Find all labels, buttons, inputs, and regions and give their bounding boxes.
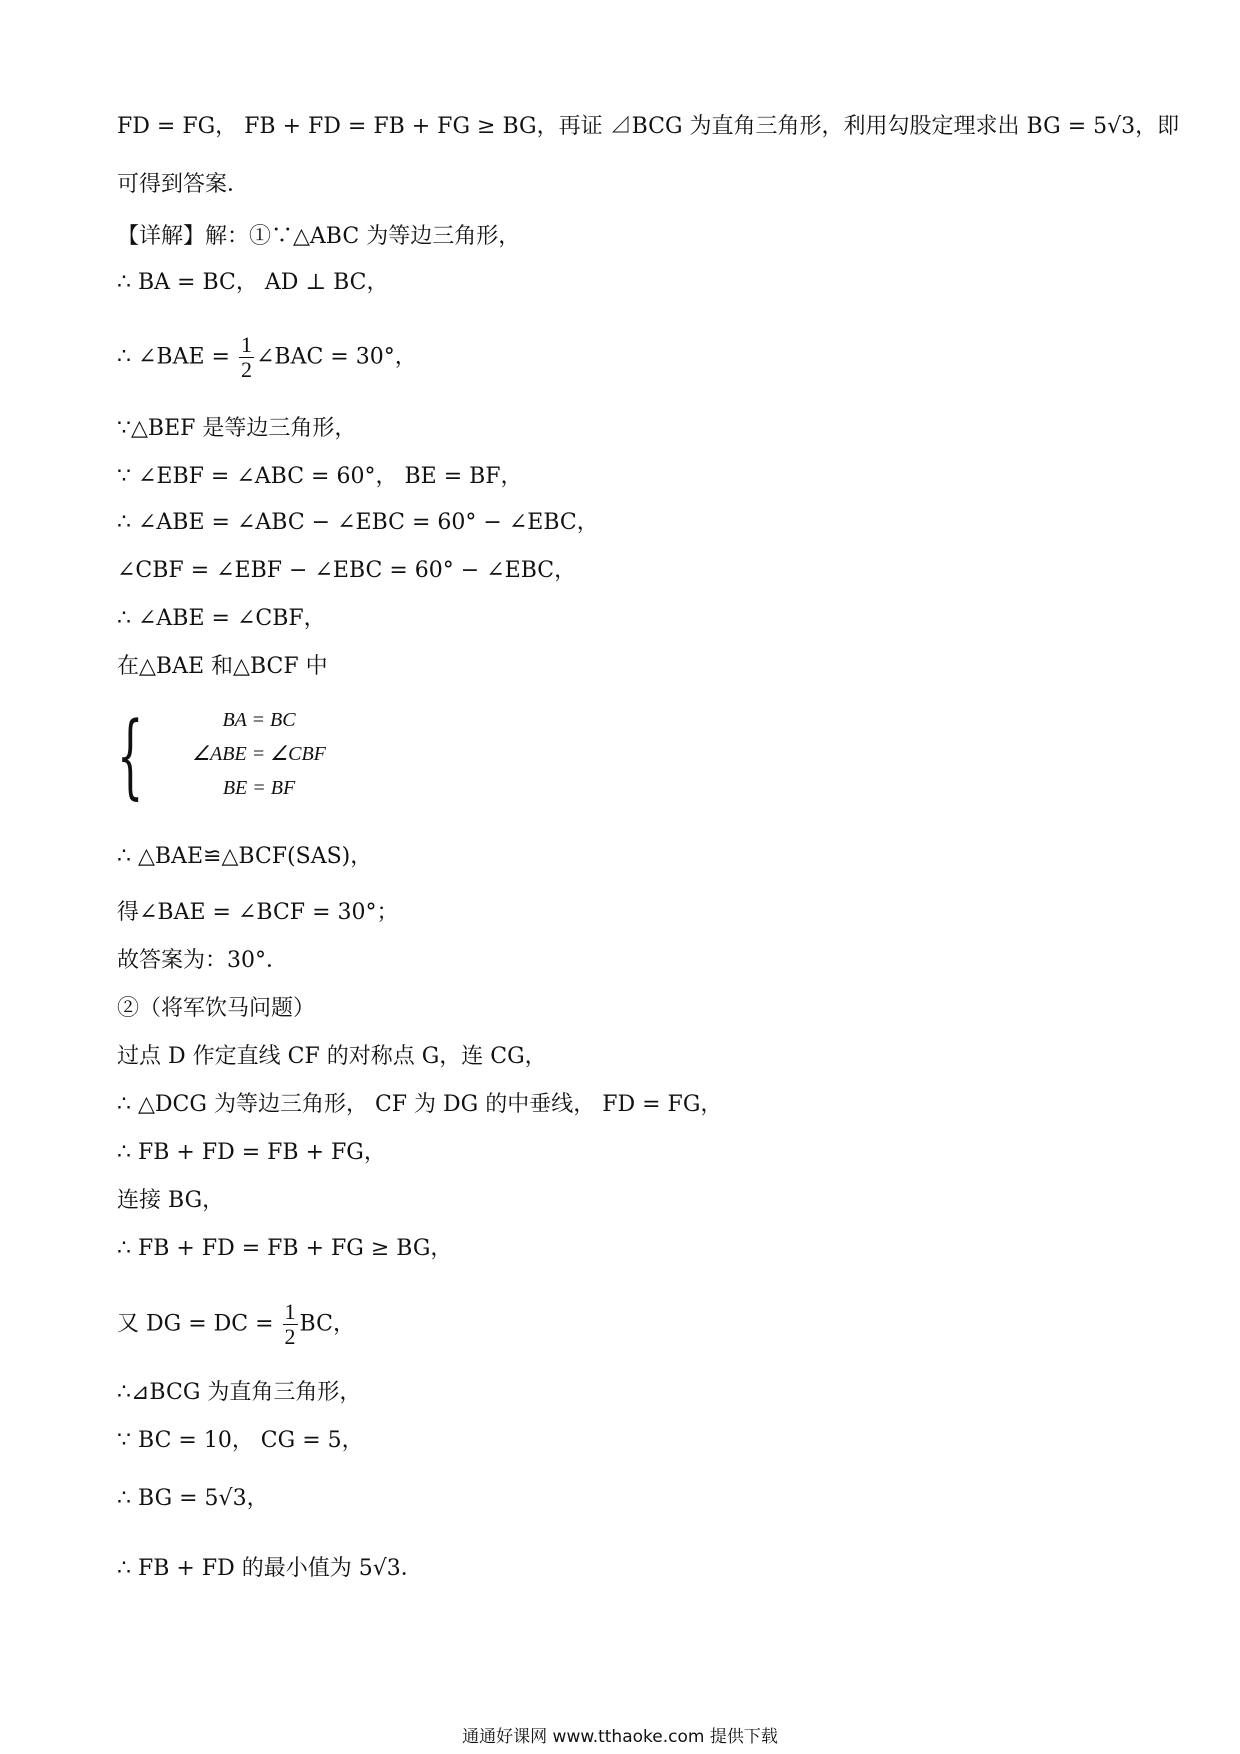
text-line: ∴ FB + FD = FB + FG， [117,1140,386,1165]
text-line: FD = FG， FB + FD = FB + FG ≥ BG，再证 ⊿BCG 为直角三角形，利用勾股定理求出 BG = 5√3，即 [117,114,1180,139]
frac-line-1-suffix: ∠BAC = 30°， [255,344,417,370]
text-line: ∴⊿BCG 为直角三角形， [117,1380,362,1405]
system-row-2: ∠ABE = ∠CBF [192,743,326,765]
text-line: ∴ △BAE≌△BCF(SAS)， [117,844,373,869]
page-footer: 通通好课网 www.tthaoke.com 提供下载 [462,1727,778,1747]
frac-line-2-prefix: 又 DG = DC = [117,1311,281,1337]
text-line: 过点 D 作定直线 CF 的对称点 G，连 CG， [117,1044,547,1069]
text-line: ②（将军饮马问题） [117,996,316,1021]
text-line: ∴ ∠ABE = ∠CBF， [117,606,326,631]
text-line: 故答案为：30°． [117,948,288,973]
text-line: ∴ BA = BC， AD ⊥ BC， [117,270,389,295]
fraction-line-bae [117,333,417,382]
text-line: ∵ ∠EBF = ∠ABC = 60°， BE = BF， [117,464,523,489]
left-brace: { [117,702,144,809]
frac-line-1-prefix: ∴ ∠BAE = [117,344,237,370]
text-line: 得∠BAE = ∠BCF = 30°； [117,900,399,925]
text-line: 连接 BG， [117,1188,225,1213]
text-line: ∴ ∠ABE = ∠ABC − ∠EBC = 60° − ∠EBC， [117,510,599,535]
fraction-line-dg [117,1300,355,1349]
fraction-one-half-2: $\frac{1}{2}$ [284,1299,296,1349]
text-line: ∵△BEF 是等边三角形， [117,416,357,441]
text-line: ∴ FB + FD 的最小值为 5√3． [117,1556,423,1581]
frac-line-2-suffix: BC， [299,1311,355,1337]
text-line: ∴ △DCG 为等边三角形， CF 为 DG 的中垂线， FD = FG， [117,1092,723,1117]
text-line: 可得到答案． [117,172,250,197]
system-row-1: BA = BC [222,709,296,731]
text-line: 【详解】解：①∵△ABC 为等边三角形， [117,224,521,249]
equation-system [117,702,417,814]
text-line: ∵ BC = 10， CG = 5， [117,1428,364,1453]
text-line: ∠CBF = ∠EBF − ∠EBC = 60° − ∠EBC， [117,558,577,583]
text-line: 在△BAE 和△BCF 中 [117,654,328,679]
text-line: ∴ FB + FD = FB + FG ≥ BG， [117,1236,453,1261]
system-row-3: BE = BF [222,777,296,799]
text-line: ∴ BG = 5√3， [117,1486,269,1511]
fraction-one-half: $\frac{1}{2}$ [240,332,252,382]
